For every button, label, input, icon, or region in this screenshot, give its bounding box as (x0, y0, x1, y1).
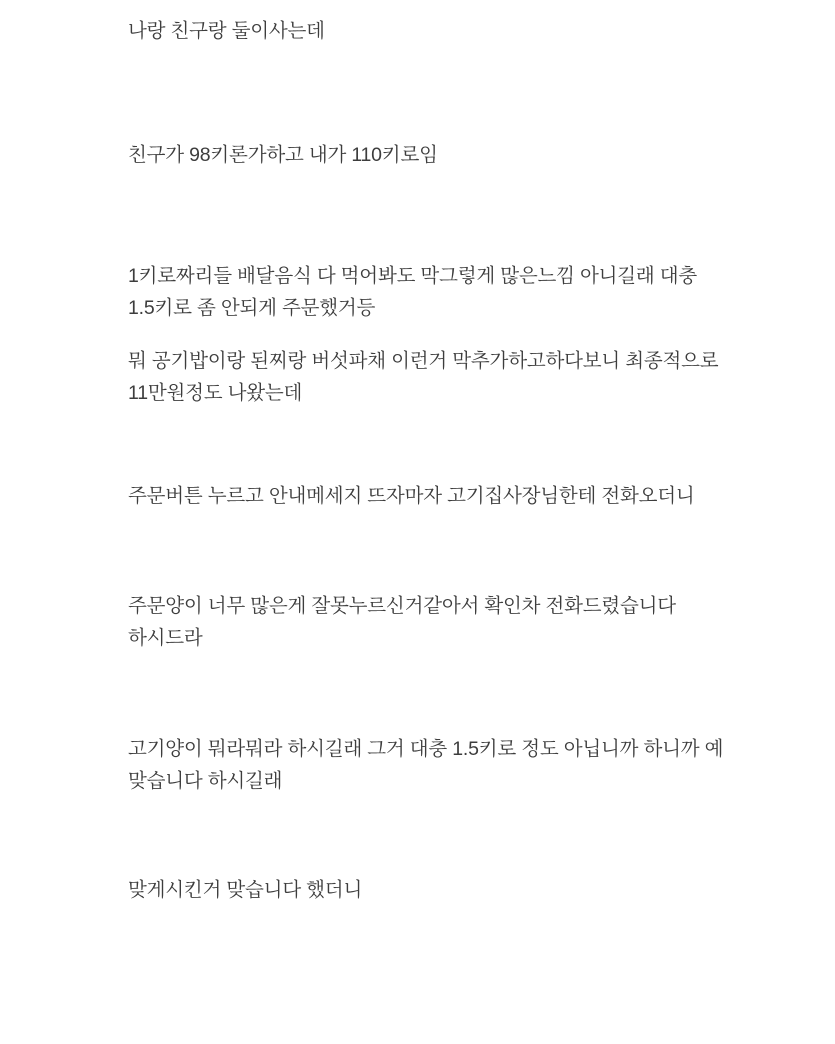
paragraph: 나랑 친구랑 둘이사는데 (128, 20, 325, 42)
paragraph: 맞게시킨거 맞습니다 했더니 (128, 879, 363, 902)
paragraph: 고기양이 뭐라뭐라 하시길래 그거 대충 1.5키로 정도 아닙니까 하니까 예 맞습니다 하시길래 (128, 738, 729, 792)
paragraph: 주문양이 너무 많은게 잘못누르신거같아서 확인차 전화드렸습니다 하시드라 (128, 595, 682, 649)
paragraph: 주문버튼 누르고 안내메세지 뜨자마자 고기집사장님한테 전화오더니 (128, 485, 695, 508)
paragraph: 친구가 98키론가하고 내가 110키로임 (128, 143, 438, 166)
paragraph: 1키로짜리들 배달음식 다 먹어봐도 막그렇게 많은느낌 아니길래 대충 1.5키로 좀 안되게 주문했거등 (128, 265, 703, 319)
paragraph: 뭐 공기밥이랑 된찌랑 버섯파채 이런거 막추가하고하다보니 최종적으로 11만원정도 나왔는데 (128, 350, 724, 404)
post-body (128, 0, 728, 926)
